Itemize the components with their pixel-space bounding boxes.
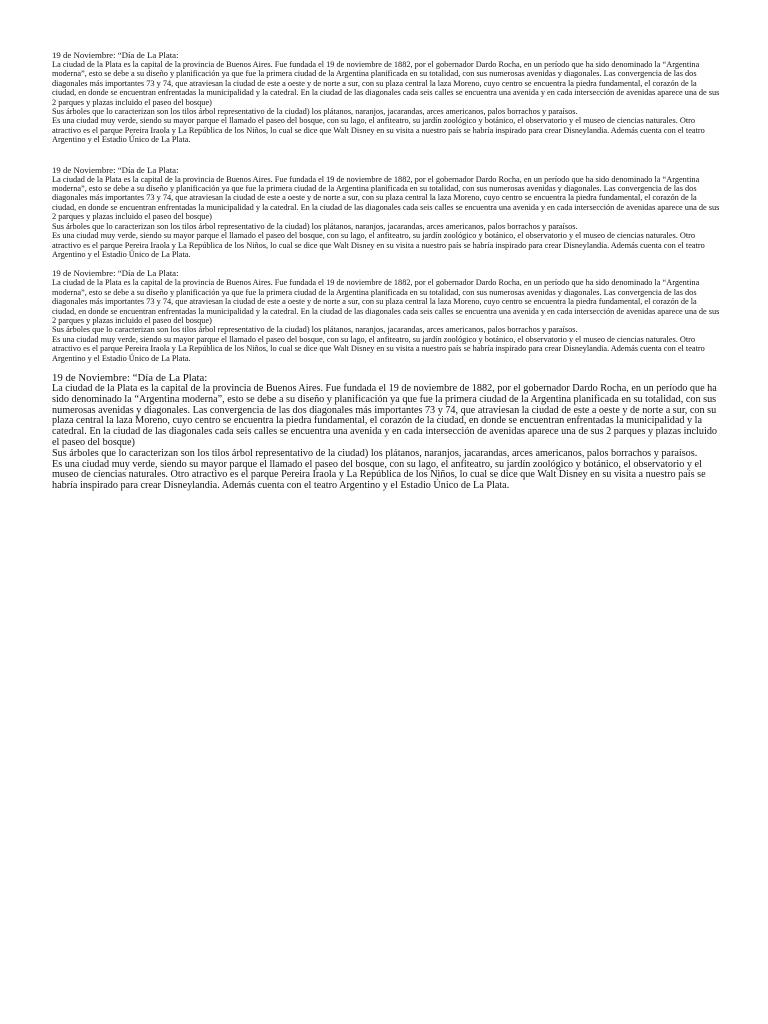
article-paragraph: Sus árboles que lo caracterizan son los tilos árbol representativo de la ciudad) los plátanos, naranjos, jacarandas, arces americanos, palos borrachos y paraísos. xyxy=(52,107,578,117)
article-paragraph: Es una ciudad muy verde, siendo su mayor parque el llamado el paseo del bosque, con su lago, el anfiteatro, su jardín zoológico y botánico, el observatorio y el museo de ciencias naturales. Otro atractivo es el parque Pereira Iraola y La República de los Niños, lo cual se dice que Walt Disney en su visita a nuestro país se habría inspirado para crear Disneylandia. Además cuenta con el teatro Argentino y el Estadio Único de La Plata. xyxy=(52,334,705,363)
article-paragraph: Sus árboles que lo caracterizan son los tilos árbol representativo de la ciudad) los plátanos, naranjos, jacarandas, arces americanos, palos borrachos y paraísos. xyxy=(52,221,578,231)
article-paragraph: Es una ciudad muy verde, siendo su mayor parque el llamado el paseo del bosque, con su lago, el anfiteatro, su jardín zoológico y botánico, el observatorio y el museo de ciencias naturales. Otro atractivo es el parque Pereira Iraola y La República de los Niños, lo cual se dice que Walt Disney en su visita a nuestro país se habría inspirado para crear Disneylandia. Además cuenta con el teatro Argentino y el Estadio Único de La Plata. xyxy=(52,458,706,492)
article-paragraph: Sus árboles que lo caracterizan son los tilos árbol representativo de la ciudad) los plátanos, naranjos, jacarandas, arces americanos, palos borrachos y paraísos. xyxy=(52,325,578,335)
article-title: 19 de Noviembre: “Día de La Plata: xyxy=(52,371,208,384)
article-paragraph: Sus árboles que lo caracterizan son los tilos árbol representativo de la ciudad) los plátanos, naranjos, jacarandas, arces americanos, palos borrachos y paraísos. xyxy=(52,447,698,459)
article-paragraph: Es una ciudad muy verde, siendo su mayor parque el llamado el paseo del bosque, con su lago, el anfiteatro, su jardín zoológico y botánico, el observatorio y el museo de ciencias naturales. Otro atractivo es el parque Pereira Iraola y La República de los Niños, lo cual se dice que Walt Disney en su visita a nuestro país se habría inspirado para crear Disneylandia. Además cuenta con el teatro Argentino y el Estadio Único de La Plata. xyxy=(52,231,705,259)
article-block-4 xyxy=(52,372,720,492)
article-title: 19 de Noviembre: “Día de La Plata: xyxy=(52,268,179,279)
article-paragraph: La ciudad de la Plata es la capital de la provincia de Buenos Aires. Fue fundada el 19 de noviembre de 1882, por el gobernador Dardo Rocha, en un período que ha sido denominado la “Argentina moderna”, esto se debe a su diseño y planificación ya que fue la primera ciudad de la Argentina planificada en su totalidad, con sus numerosas avenidas y diagonales. Las convergencia de las dos diagonales más importantes 73 y 74, que atraviesan la ciudad de este a oeste y de norte a sur, con su plaza central la laza Moreno, cuyo centro se encuentra la piedra fundamental, el corazón de la ciudad, en donde se encuentran enfrentadas la municipalidad y la catedral. En la ciudad de las diagonales cada seis calles se encuentra una avenida y en cada intersección de avenidas aparece una de sus 2 parques y plazas incluido el paseo del bosque) xyxy=(52,174,720,222)
article-paragraph: La ciudad de la Plata es la capital de la provincia de Buenos Aires. Fue fundada el 19 de noviembre de 1882, por el gobernador Dardo Rocha, en un período que ha sido denominado la “Argentina moderna”, esto se debe a su diseño y planificación ya que fue la primera ciudad de la Argentina planificada en su totalidad, con sus numerosas avenidas y diagonales. Las convergencia de las dos diagonales más importantes 73 y 74, que atraviesan la ciudad de este a oeste y de norte a sur, con su plaza central la laza Moreno, cuyo centro se encuentra la piedra fundamental, el corazón de la ciudad, en donde se encuentran enfrentadas la municipalidad y la catedral. En la ciudad de las diagonales cada seis calles se encuentra una avenida y en cada intersección de avenidas aparece una de sus 2 parques y plazas incluido el paseo del bosque) xyxy=(52,382,718,448)
article-paragraph: La ciudad de la Plata es la capital de la provincia de Buenos Aires. Fue fundada el 19 de noviembre de 1882, por el gobernador Dardo Rocha, en un período que ha sido denominado la “Argentina moderna”, esto se debe a su diseño y planificación ya que fue la primera ciudad de la Argentina planificada en su totalidad, con sus numerosas avenidas y diagonales. Las convergencia de las dos diagonales más importantes 73 y 74, que atraviesan la ciudad de este a oeste y de norte a sur, con su plaza central la laza Moreno, cuyo centro se encuentra la piedra fundamental, el corazón de la ciudad, en donde se encuentran enfrentadas la municipalidad y la catedral. En la ciudad de las diagonales cada seis calles se encuentra una avenida y en cada intersección de avenidas aparece una de sus 2 parques y plazas incluido el paseo del bosque) xyxy=(52,60,720,107)
article-title: 19 de Noviembre: “Día de La Plata: xyxy=(52,164,179,175)
article-block-3 xyxy=(52,268,720,363)
article-paragraph: La ciudad de la Plata es la capital de la provincia de Buenos Aires. Fue fundada el 19 de noviembre de 1882, por el gobernador Dardo Rocha, en un período que ha sido denominado la “Argentina moderna”, esto se debe a su diseño y planificación ya que fue la primera ciudad de la Argentina planificada en su totalidad, con sus numerosas avenidas y diagonales. Las convergencia de las dos diagonales más importantes 73 y 74, que atraviesan la ciudad de este a oeste y de norte a sur, con su plaza central la laza Moreno, cuyo centro se encuentra la piedra fundamental, el corazón de la ciudad, en donde se encuentran enfrentadas la municipalidad y la catedral. En la ciudad de las diagonales cada seis calles se encuentra una avenida y en cada intersección de avenidas aparece una de sus 2 parques y plazas incluido el paseo del bosque) xyxy=(52,278,720,325)
article-title: 19 de Noviembre: “Día de La Plata: xyxy=(52,50,179,60)
document-page xyxy=(52,50,720,492)
article-paragraph: Es una ciudad muy verde, siendo su mayor parque el llamado el paseo del bosque, con su lago, el anfiteatro, su jardín zoológico y botánico, el observatorio y el museo de ciencias naturales. Otro atractivo es el parque Pereira Iraola y La República de los Niños, lo cual se dice que Walt Disney en su visita a nuestro país se habría inspirado para crear Disneylandia. Además cuenta con el teatro Argentino y el Estadio Único de La Plata. xyxy=(52,116,705,145)
article-block-2 xyxy=(52,165,720,260)
article-block-1 xyxy=(52,50,720,145)
